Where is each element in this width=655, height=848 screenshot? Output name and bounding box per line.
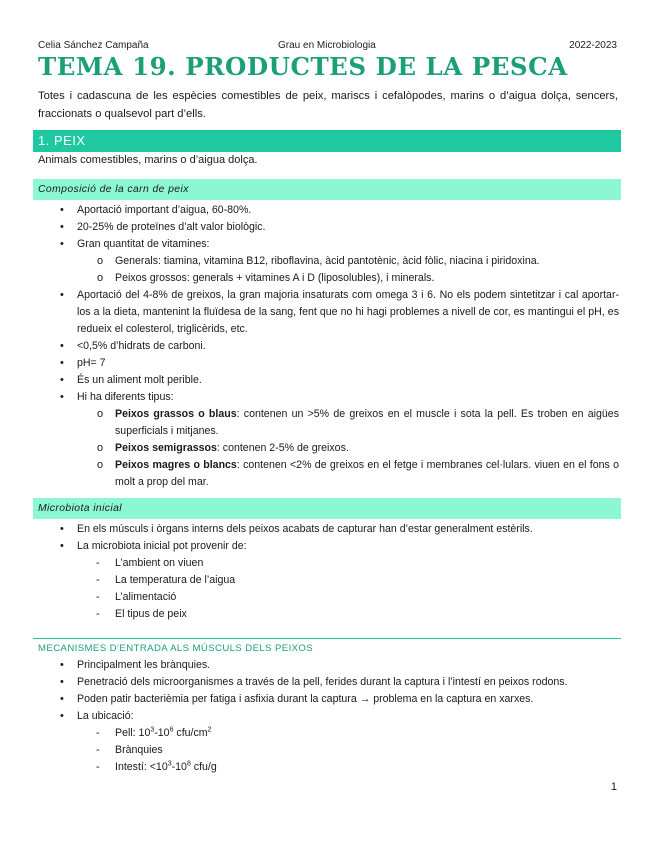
dash-bullet-icon: - (96, 744, 100, 756)
section-text: Animals comestibles, marins o d’aigua dolça. (38, 154, 258, 166)
page-number: 1 (610, 781, 617, 793)
intro-paragraph: Totes i cadascuna de les espècies comestibles de peix, mariscs i cefalòpodes, marins o d’aigua dolça, sencers, fraccionats o qualsevol part d’ells. (38, 90, 618, 120)
list-item: • La microbiota inicial pot provenir de: (0, 538, 655, 555)
list-item: • 20-25% de proteïnes d’alt valor biològic. (0, 219, 655, 236)
circle-bullet-icon: o (97, 255, 104, 267)
dash-bullet-icon: - (96, 557, 100, 569)
list-item: • És un aliment molt perible. (0, 372, 655, 389)
list-item: • Aportació del 4-8% de greixos, la gran majoria insaturats com omega 3 i 6. No els podem sintetitzar i cal aportar-los a la dieta, mantenint la fluïdesa de la sang, fent que no hi hagi problemes a nivell de cor, es mantingui el pH, es redueix el colesterol, triglicèrids, etc. (60, 289, 619, 335)
list-subitem: - Intestí: $<10^3-10^8$ cfu/g (0, 759, 655, 776)
page-title: TEMA 19. PRODUCTES DE LA PESCA (38, 52, 568, 81)
list-item: • <0,5% d’hidrats de carboni. (0, 338, 655, 355)
mecanismes-list (0, 657, 655, 776)
subheading-mecanismes: MECANISMES D’ENTRADA ALS MÚSCULS DELS PEIXOS (38, 643, 314, 654)
bullet-icon: • (60, 238, 64, 250)
list-item: • pH= 7 (0, 355, 655, 372)
list-subitem: o Peixos semigrassos: contenen 2-5% de greixos. (0, 440, 655, 457)
bullet-icon: • (60, 357, 64, 369)
bullet-icon: • (60, 676, 64, 688)
list-item: • Aportació important d’aigua, 60-80%. (0, 202, 655, 219)
section-divider (33, 638, 621, 639)
dash-bullet-icon: - (96, 608, 100, 620)
dash-bullet-icon: - (96, 761, 100, 773)
bullet-icon: • (60, 289, 64, 301)
composicio-list (0, 202, 655, 491)
list-subitem: o Peixos grassos o blaus: contenen un >5% de greixos en el muscle i sota la pell. Es troben en aigües superficials i mitjanes. (97, 408, 619, 437)
bullet-icon: • (60, 340, 64, 352)
list-item: • Hi ha diferents tipus: (0, 389, 655, 406)
subheading-composicio: Composició de la carn de peix (33, 179, 621, 200)
list-item: • En els músculs i òrgans interns dels peixos acabats de capturar han d’estar generalment estèrils. (0, 521, 655, 538)
circle-bullet-icon: o (97, 408, 104, 420)
dash-bullet-icon: - (96, 727, 100, 739)
list-subitem: - Brànquies (0, 742, 655, 759)
header-year: 2022-2023 (569, 40, 617, 51)
list-item: • Gran quantitat de vitamines: (0, 236, 655, 253)
header-course: Grau en Microbiologia (278, 40, 376, 51)
list-subitem: - La temperatura de l’aigua (0, 572, 655, 589)
bullet-icon: • (60, 710, 64, 722)
bullet-icon: • (60, 659, 64, 671)
circle-bullet-icon: o (97, 459, 104, 471)
bullet-icon: • (60, 221, 64, 233)
list-item: • Principalment les brànquies. (0, 657, 655, 674)
list-item: • Penetració dels microorganismes a través de la pell, ferides durant la captura i l’intestí en peixos rodons. (0, 674, 655, 691)
list-subitem: - Pell: $10^3-10^6$ cfu/$cm^2$ (0, 725, 655, 742)
list-subitem: o Peixos grossos: generals + vitamines A i D (liposolubles), i minerals. (0, 270, 655, 287)
bullet-icon: • (60, 523, 64, 535)
circle-bullet-icon: o (97, 272, 104, 284)
list-item: • Poden patir bacterièmia per fatiga i asfixia durant la captura → problema en la captura en xarxes. (0, 691, 655, 708)
circle-bullet-icon: o (97, 442, 104, 454)
subheading-microbiota: Microbiota inicial (33, 498, 621, 519)
bullet-icon: • (60, 693, 64, 705)
section-heading-peix: 1. PEIX (33, 130, 621, 152)
header-author: Celia Sánchez Campaña (38, 40, 149, 51)
bullet-icon: • (60, 204, 64, 216)
list-subitem: - El tipus de peix (0, 606, 655, 623)
bullet-icon: • (60, 391, 64, 403)
list-subitem: - L’alimentació (0, 589, 655, 606)
bullet-icon: • (60, 540, 64, 552)
microbiota-list (0, 521, 655, 623)
list-item: • La ubicació: (0, 708, 655, 725)
dash-bullet-icon: - (96, 591, 100, 603)
list-subitem: - L’ambient on viuen (0, 555, 655, 572)
list-subitem: o Peixos magres o blancs: contenen <2% de greixos en el fetge i membranes cel·lulars. viuen en el fons o molt a prop del mar. (97, 459, 619, 488)
list-subitem: o Generals: tiamina, vitamina B12, riboflavina, àcid pantotènic, àcid fòlic, niacina i piridoxina. (0, 253, 655, 270)
bullet-icon: • (60, 374, 64, 386)
dash-bullet-icon: - (96, 574, 100, 586)
